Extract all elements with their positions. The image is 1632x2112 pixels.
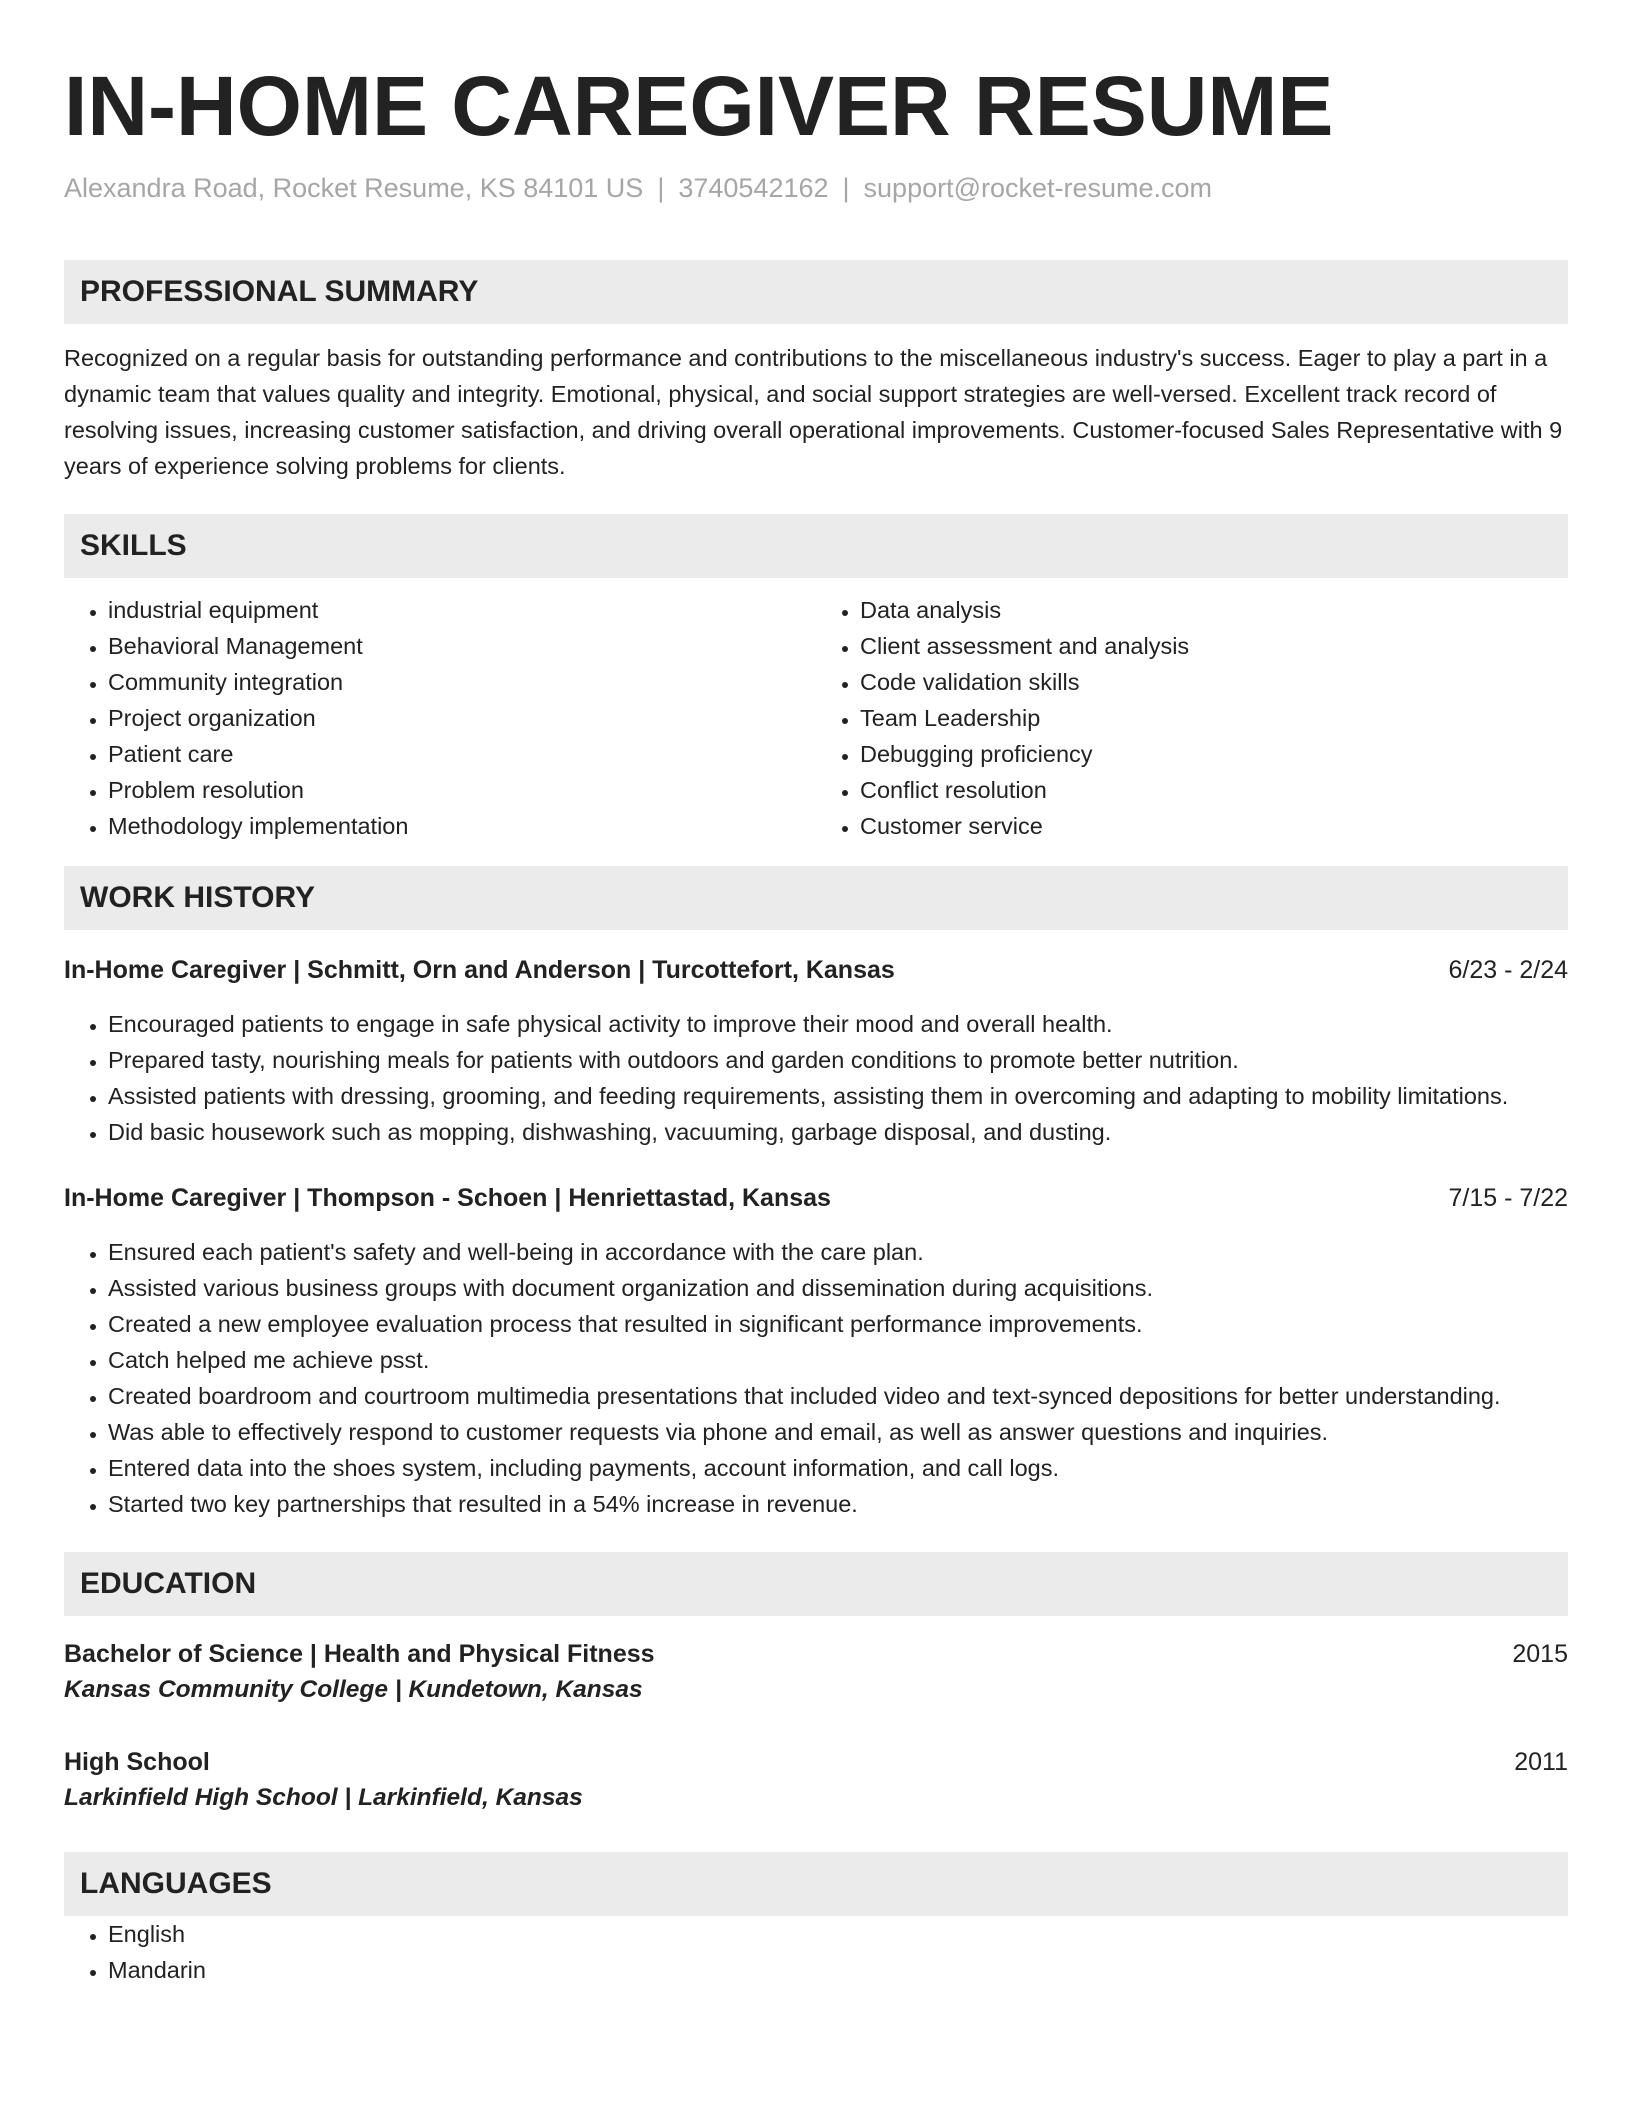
skill-item: • Customer service xyxy=(860,808,1568,844)
skill-item: • Community integration xyxy=(108,664,816,700)
skill-item: • Debugging proficiency xyxy=(860,736,1568,772)
job-bullets xyxy=(64,1234,1568,1522)
summary-text: Recognized on a regular basis for outstanding performance and contributions to the miscellaneous industry's success. Eager to play a part in a dynamic team that values quality and integrity. Emotional, physical, and social support strategies are well-versed. Excellent track record of resolving issues, increasing customer satisfaction, and driving overall operational improvements. Customer-focused Sales Representative with 9 years of experience solving problems for clients. xyxy=(64,345,1563,479)
job-title: In-Home Caregiver | Schmitt, Orn and Anderson | Turcottefort, Kansas xyxy=(64,956,895,984)
education-year: 2015 xyxy=(1512,1640,1568,1668)
job-bullet: • Created a new employee evaluation process that resulted in significant performance improvements. xyxy=(108,1306,1568,1342)
skill-item: • Project organization xyxy=(108,700,816,736)
job-title: In-Home Caregiver | Thompson - Schoen | Henriettastad, Kansas xyxy=(64,1184,831,1212)
contact-separator: | xyxy=(842,173,850,203)
job-bullet: • Assisted various business groups with document organization and dissemination during acquisitions. xyxy=(108,1270,1568,1306)
section-heading-education: EDUCATION xyxy=(64,1552,1568,1616)
skills-list-left xyxy=(64,592,816,844)
section-heading-skills: SKILLS xyxy=(64,514,1568,578)
job-bullet: • Ensured each patient's safety and well-being in accordance with the care plan. xyxy=(108,1234,1568,1270)
education-header xyxy=(64,1744,1568,1780)
job-bullets xyxy=(64,1006,1568,1150)
job-entry xyxy=(64,952,1568,1150)
language-item: • Mandarin xyxy=(108,1952,1568,1988)
job-bullet: • Catch helped me achieve psst. xyxy=(108,1342,1568,1378)
skill-item: • Behavioral Management xyxy=(108,628,816,664)
section-heading-languages: LANGUAGES xyxy=(64,1852,1568,1916)
job-dates: 7/15 - 7/22 xyxy=(1448,1184,1568,1212)
skill-item: • Problem resolution xyxy=(108,772,816,808)
skill-item: • Code validation skills xyxy=(860,664,1568,700)
job-header xyxy=(64,1180,1568,1216)
education-school: Larkinfield High School | Larkinfield, Kansas xyxy=(64,1784,583,1811)
contact-phone: 3740542162 xyxy=(678,173,829,203)
job-bullet: • Started two key partnerships that resulted in a 54% increase in revenue. xyxy=(108,1486,1568,1522)
skill-item: • Patient care xyxy=(108,736,816,772)
job-bullet: • Prepared tasty, nourishing meals for patients with outdoors and garden conditions to promote better nutrition. xyxy=(108,1042,1568,1078)
skill-item: • Methodology implementation xyxy=(108,808,816,844)
resume-title: IN-HOME CAREGIVER RESUME xyxy=(64,59,1334,153)
section-heading-work-history: WORK HISTORY xyxy=(64,866,1568,930)
education-school: Kansas Community College | Kundetown, Kansas xyxy=(64,1676,643,1703)
skill-item: • Client assessment and analysis xyxy=(860,628,1568,664)
skill-item: • Data analysis xyxy=(860,592,1568,628)
skills-column-left xyxy=(64,592,816,844)
job-dates: 6/23 - 2/24 xyxy=(1448,956,1568,984)
job-bullet: • Was able to effectively respond to customer requests via phone and email, as well as answer questions and inquiries. xyxy=(108,1414,1568,1450)
contact-address: Alexandra Road, Rocket Resume, KS 84101 US xyxy=(64,173,644,203)
job-header xyxy=(64,952,1568,988)
education-year: 2011 xyxy=(1514,1748,1568,1776)
education-entry xyxy=(64,1744,1568,1816)
job-bullet: • Did basic housework such as mopping, dishwashing, vacuuming, garbage disposal, and dusting. xyxy=(108,1114,1568,1150)
job-bullet: • Entered data into the shoes system, including payments, account information, and call logs. xyxy=(108,1450,1568,1486)
language-item: • English xyxy=(108,1916,1568,1952)
job-entry xyxy=(64,1180,1568,1522)
education-degree: Bachelor of Science | Health and Physical Fitness xyxy=(64,1640,655,1668)
skill-item: • industrial equipment xyxy=(108,592,816,628)
skill-item: • Team Leadership xyxy=(860,700,1568,736)
skills-list-right xyxy=(816,592,1568,844)
skills-column-right xyxy=(816,592,1568,844)
skill-item: • Conflict resolution xyxy=(860,772,1568,808)
languages-list xyxy=(64,1916,1568,1988)
job-bullet: • Created boardroom and courtroom multimedia presentations that included video and text-synced depositions for better understanding. xyxy=(108,1378,1568,1414)
job-bullet: • Encouraged patients to engage in safe physical activity to improve their mood and overall health. xyxy=(108,1006,1568,1042)
contact-email: support@rocket-resume.com xyxy=(863,173,1213,203)
section-heading-summary: PROFESSIONAL SUMMARY xyxy=(64,260,1568,324)
education-entry xyxy=(64,1636,1568,1708)
education-header xyxy=(64,1636,1568,1672)
contact-separator: | xyxy=(657,173,665,203)
skills-grid xyxy=(64,592,1568,844)
job-bullet: • Assisted patients with dressing, grooming, and feeding requirements, assisting them in overcoming and adapting to mobility limitations. xyxy=(108,1078,1568,1114)
contact-line xyxy=(64,170,1568,206)
education-degree: High School xyxy=(64,1748,210,1776)
